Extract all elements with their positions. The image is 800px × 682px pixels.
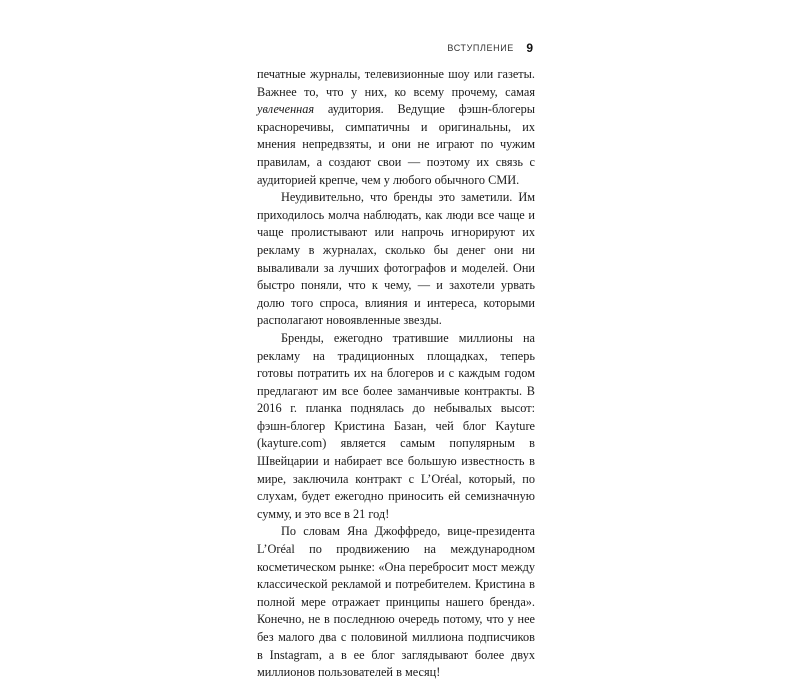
paragraph-1-end: аудитория. Ведущие фэшн-блогеры красноречивы, симпатичны и оригинальны, их мнения непредвзяты, и они не играют по чужим правилам, а создают свои — поэтому их связь с аудиторией крепче, чем у любого обычного СМИ. — [257, 102, 535, 187]
paragraph-1 — [257, 66, 535, 189]
paragraph-1-start: печатные журналы, телевизионные шоу или газеты. Важнее то, что у них, ко всему прочему, самая — [257, 67, 535, 99]
paragraph-2: Неудивительно, что бренды это заметили. Им приходилось молча наблюдать, как люди все чаще и чаще пролистывают или напрочь игнорируют их рекламу в журналах, сколько бы денег они ни вываливали за лучших фотографов и моделей. Они быстро поняли, что к чему, — и захотели урвать долю того спроса, влияния и интереса, которыми располагают новоявленные звезды. — [257, 190, 535, 328]
body-text — [257, 66, 535, 682]
page-number: 9 — [526, 40, 533, 55]
running-head — [0, 39, 533, 57]
section-title: ВСТУПЛЕНИЕ — [447, 42, 514, 53]
paragraph-4: По словам Яна Джоффредо, вице-президента L’Oréal по продвижению на международном косметическом рынке: «Она перебросит мост между классической рекламой и потребителем. Кристина в полной мере отражает принципы нашего бренда». Конечно, не в последнюю очередь потому, что у нее без малого два с половиной миллиона подписчиков в Instagram, а в ее блог заглядывают более двух миллионов пользователей в месяц! — [257, 524, 535, 680]
paragraph-3: Бренды, ежегодно тратившие миллионы на рекламу на традиционных площадках, теперь готовы потратить их на блогеров и с каждым годом предлагают им все более заманчивые контракты. В 2016 г. планка поднялась до небывалых высот: фэшн-блогер Кристина Базан, чей блог Kayture (kayture.com) является самым популярным в Швейцарии и набирает все большую известность в мире, заключила контракт с L’Oréal, который, по слухам, будет ежегодно приносить ей семизначную сумму, и это все в 21 год! — [257, 330, 535, 521]
emphasized-word: увлеченная — [257, 102, 315, 117]
